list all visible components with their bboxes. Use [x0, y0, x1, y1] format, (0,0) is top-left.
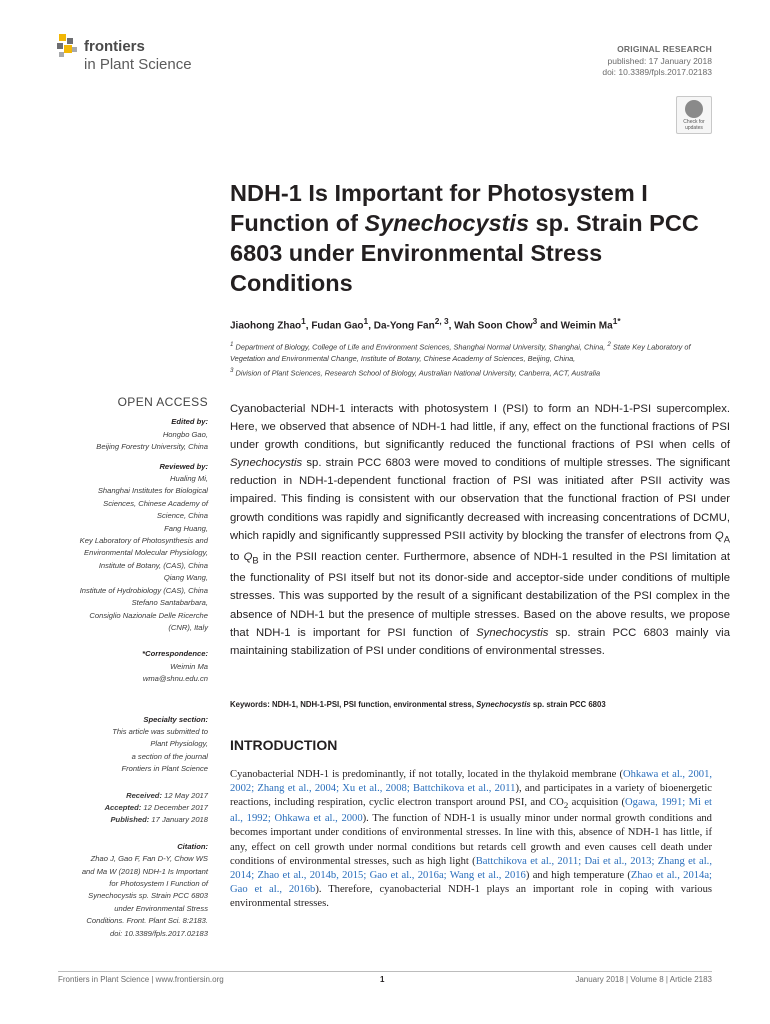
accepted-date: Accepted: 12 December 2017	[104, 802, 208, 812]
introduction-paragraph: Cyanobacterial NDH-1 is predominantly, if not totally, located in the thylakoid membrane (Ohkawa et al., 2001, 2002; Zhang et al., 2004; Xu et al., 2008; Battchikova et al., 2011), and participates in a variety of bioenergetic reactions, including respiration, cyclic electron transport around PSI, and $CO_2$ acquisition (Ogawa, 1991; Mi et al., 1992; Ohkawa et al., 2000). The function of NDH-1 is usually minor under normal growth conditions and becomes important under conditions of environmental stresses. In line with this, absence of NDH-1 has little, if any, effect on cell growth under normal conditions but retards cell growth and even causes cell death under conditions of environmental stresses, such as high light (Battchikova et al., 2011; Dai et al., 2013; Zhang et al., 2014; Zhao et al., 2014b, 2015; Gao et al., 2016a; Wang et al., 2016) and high temperature (Zhao et al., 2014a; Gao et al., 2016b). Therefore, cyanobacterial NDH-1 plays an important role in coping with various environmental stresses.	[230, 769, 713, 909]
citation-line: Conditions. Front. Plant Sci. 8:2183.	[86, 916, 208, 926]
citation-line: under Environmental Stress	[114, 903, 208, 913]
specialty-line: a section of the journal	[131, 751, 208, 761]
citation-link[interactable]: Battchikova et al., 2011; Dai et al., 2013; Zhang et al., 2014; Zhao et al., 2014b, 2015; Gao et al., 2016a; Wang et al., 2016	[230, 855, 712, 881]
specialty-heading: Specialty section:	[143, 714, 208, 724]
check-for-updates-button[interactable]	[676, 96, 712, 134]
reviewer-line: Fang Huang,	[164, 523, 208, 533]
doi-link[interactable]: doi: 10.3389/fpls.2017.02183	[602, 67, 712, 77]
reviewer-line: Stefano Santabarbara,	[131, 598, 208, 608]
editor-line: Hongbo Gao,	[162, 429, 208, 439]
author[interactable]: Weimin Ma	[560, 320, 613, 332]
specialty-line: Frontiers in Plant Science	[121, 764, 208, 774]
affiliations: $^1$ Department of Biology, College of Life and Environment Sciences, Shanghai Normal University, Shanghai, China, $^2$ State Key Laboratory of Vegetation and Environmental Change, Institute of Botany, Chinese Academy of Sciences, Beijing, China, $^3$ Division of Plant Sciences, Research School of Biology, Australian National University, Canberra, ACT, Australia	[230, 341, 691, 378]
reviewer-line: Environmental Molecular Physiology,	[84, 548, 208, 558]
check-updates-icon	[685, 100, 703, 118]
reviewer-line: Qiang Wang,	[163, 573, 208, 583]
check-updates-label: Check for updates	[683, 119, 705, 131]
author[interactable]: Jiaohong Zhao	[230, 320, 302, 332]
reviewer-line: (CNR), Italy	[168, 622, 208, 632]
reviewer-line: Sciences, Chinese Academy of	[103, 498, 208, 508]
frontiers-logo-icon	[55, 32, 81, 62]
reviewer-line: Shanghai Institutes for Biological	[97, 486, 208, 496]
article-type: ORIGINAL RESEARCH	[617, 44, 712, 54]
footer-divider	[58, 971, 712, 972]
article-info-sidebar	[40, 396, 208, 940]
author[interactable]: Wah Soon Chow	[454, 320, 533, 332]
reviewer-line: Hualing Mi,	[170, 474, 208, 484]
edited-by-heading: Edited by:	[171, 417, 208, 427]
specialty-line: This article was submitted to	[112, 726, 208, 736]
open-access-label: OPEN ACCESS	[117, 395, 208, 409]
reviewer-line: Key Laboratory of Photosynthesis and	[79, 536, 208, 546]
correspondence-email[interactable]: wma@shnu.edu.cn	[142, 674, 208, 684]
citation-line: Zhao J, Gao F, Fan D-Y, Chow WS	[90, 854, 208, 864]
journal-brand[interactable]: frontiers	[84, 38, 145, 55]
reviewer-line: Institute of Hydrobiology (CAS), China	[79, 585, 208, 595]
footer-journal-link[interactable]: Frontiers in Plant Science | www.frontiersin.org	[58, 975, 224, 984]
citation-link[interactable]: Ohkawa et al., 2001, 2002; Zhang et al., 2004; Xu et al., 2008; Battchikova et al., 2011	[230, 769, 713, 795]
page-number: 1	[380, 975, 385, 984]
reviewed-by-heading: Reviewed by:	[159, 461, 208, 471]
keywords: Keywords: NDH-1, NDH-1-PSI, PSI function, environmental stress, Synechocystis sp. strain PCC 6803	[230, 700, 606, 709]
author-list: Jiaohong Zhao$^1$, Fudan Gao$^1$, Da-Yong Fan$^{2, 3}$, Wah Soon Chow$^3$ and Weimin $Ma^{1*}$	[230, 316, 621, 332]
reviewer-line: Consiglio Nazionale Delle Ricerche	[89, 610, 208, 620]
correspondence-heading: *Correspondence:	[142, 649, 208, 659]
author[interactable]: Fudan Gao	[311, 320, 364, 332]
reviewer-line: Science, China	[156, 511, 208, 521]
received-date: Received: 12 May 2017	[126, 790, 208, 800]
citation-line: for Photosystem I Function of	[109, 879, 208, 888]
citation-line[interactable]: doi: 10.3389/fpls.2017.02183	[110, 928, 208, 938]
journal-name[interactable]: in Plant Science	[84, 56, 192, 73]
citation-line: Synechocystis sp. Strain PCC 6803	[88, 891, 208, 901]
citation-link[interactable]: Ogawa, 1991; Mi et al., 1992; Ohkawa et al., 2000	[230, 797, 712, 825]
abstract: Cyanobacterial NDH-1 interacts with photosystem I (PSI) to form an NDH-1-PSI supercomplex. Here, we observed that absence of NDH-1 had little, if any, effect on the functional fractions of PSI under growth conditions, but significantly reduced the functional fractions of PSI when cells of Synechocystis sp. strain PCC 6803 were moved to conditions of multiple stresses. The significant reduction in NDH-1-dependent functional fraction of PSI was initiated after PSII activity was impaired. This finding is consistent with our observation that the functional fraction of PSI under growth conditions was rapidly and significantly decreased with increasing concentrations of DCMU, which rapidly and significantly suppressed PSII activity by blocking the transfer of electrons from $Q_A$ to $Q_B$ in the PSII reaction center. Furthermore, absence of NDH-1 resulted in the PSI limitation at the functionality of PSI itself but not its donor-side and acceptor-side under conditions of multiple stresses. This was supported by the result of a significant destabilization of the PSI complex in the absence of NDH-1 but the presence of multiple stresses. Based on the above results, we propose that NDH-1 is important for PSI function of Synechocystis sp. strain PCC 6803 mainly via maintaining stabilization of PSI under conditions of environmental stresses.	[230, 403, 730, 657]
section-heading-introduction: INTRODUCTION	[230, 737, 338, 753]
specialty-line: Plant Physiology,	[150, 739, 208, 749]
published-date-sidebar: Published: 17 January 2018	[110, 815, 208, 825]
citation-link[interactable]: Zhao et al., 2014a; Gao et al., 2016b	[230, 869, 712, 895]
citation-heading: Citation:	[177, 841, 208, 851]
footer-issue-info: January 2018 | Volume 8 | Article 2183	[575, 975, 712, 984]
editor-line: Beijing Forestry University, China	[96, 442, 208, 452]
author[interactable]: Da-Yong Fan	[373, 320, 435, 332]
reviewer-line: Institute of Botany, (CAS), China	[98, 560, 208, 570]
citation-line: and Ma W (2018) NDH-1 Is Important	[81, 866, 208, 876]
article-title: NDH-1 Is Important for Photosystem I Function of Synechocystis sp. Strain PCC 6803 under Environmental Stress Conditions	[230, 180, 699, 296]
correspondence-name: Weimin Ma	[170, 661, 208, 671]
published-date: published: 17 January 2018	[607, 56, 712, 66]
